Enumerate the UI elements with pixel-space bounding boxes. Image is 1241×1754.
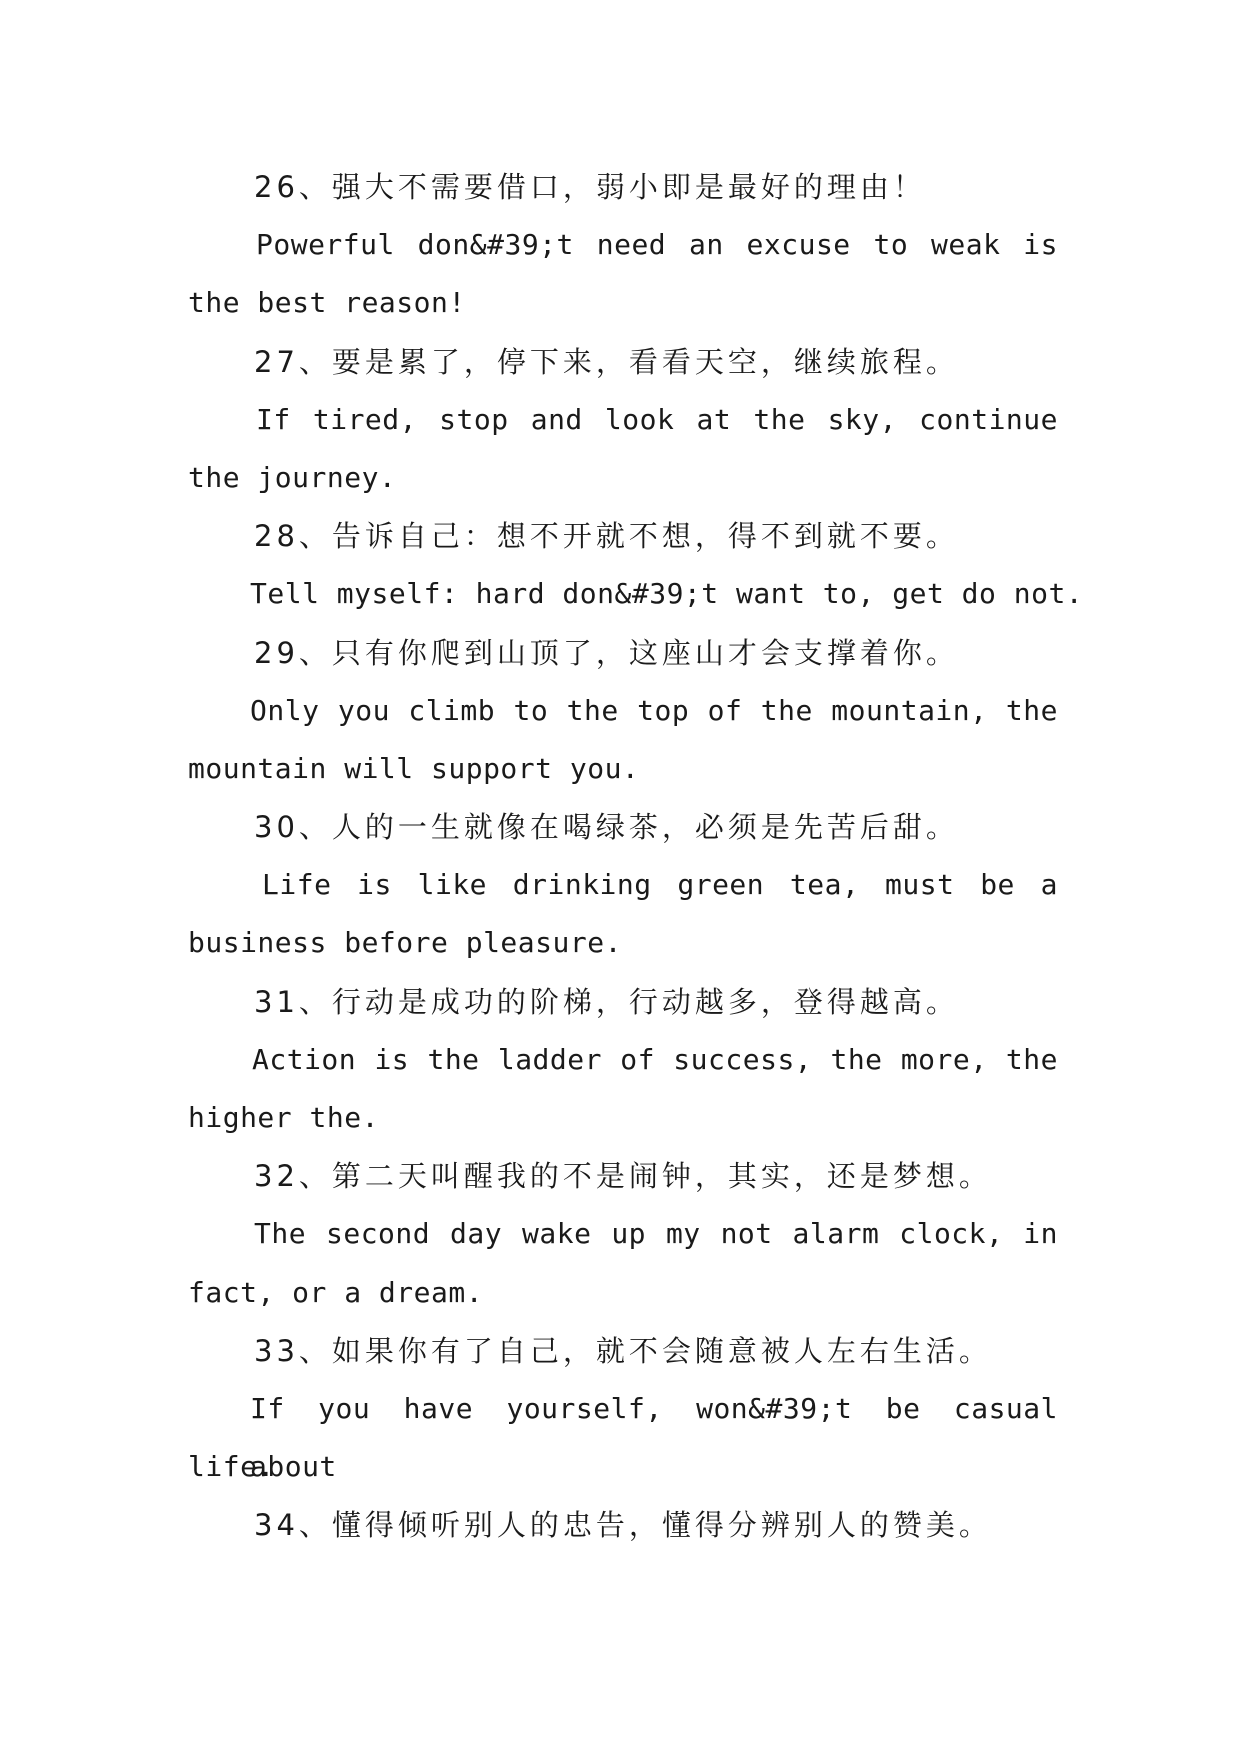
chinese-quote-29: 29、只有你爬到山顶了，这座山才会支撑着你。 bbox=[254, 635, 959, 670]
english-translation-31-line-1: Action is the ladder of success, the more, the bbox=[252, 1042, 1058, 1076]
english-translation-30-line-2: business before pleasure. bbox=[188, 926, 622, 960]
english-translation-32-line-1: The second day wake up my not alarm clock, in bbox=[254, 1217, 1058, 1251]
chinese-quote-33: 33、如果你有了自己，就不会随意被人左右生活。 bbox=[254, 1333, 992, 1368]
english-translation-26-line-1: Powerful don&#39;t need an excuse to weak is bbox=[256, 228, 1058, 262]
english-translation-33-line-1: If you have yourself, won&#39;t be casual about bbox=[250, 1391, 1058, 1484]
english-translation-32-line-2: fact, or a dream. bbox=[188, 1275, 484, 1309]
chinese-quote-27: 27、要是累了，停下来，看看天空，继续旅程。 bbox=[254, 344, 959, 379]
chinese-quote-28: 28、告诉自己：想不开就不想，得不到就不要。 bbox=[254, 519, 959, 554]
chinese-quote-32: 32、第二天叫醒我的不是闹钟，其实，还是梦想。 bbox=[254, 1159, 992, 1194]
english-translation-27-line-2: the journey. bbox=[188, 460, 397, 494]
english-translation-29-line-1: Only you climb to the top of the mountain, the bbox=[250, 693, 1058, 727]
chinese-quote-26: 26、强大不需要借口，弱小即是最好的理由！ bbox=[254, 170, 926, 204]
chinese-quote-30: 30、人的一生就像在喝绿茶，必须是先苦后甜。 bbox=[254, 810, 959, 845]
english-translation-31-line-2: higher the. bbox=[188, 1101, 379, 1134]
english-translation-27-line-1: If tired, stop and look at the sky, continue bbox=[256, 402, 1058, 436]
chinese-quote-31: 31、行动是成功的阶梯，行动越多，登得越高。 bbox=[254, 984, 959, 1019]
english-translation-29-line-2: mountain will support you. bbox=[188, 751, 640, 785]
document-body bbox=[188, 158, 1084, 1555]
english-translation-26-line-2: the best reason! bbox=[188, 286, 466, 320]
english-translation-28-line-1: Tell myself: hard don&#39;t want to, get do not. bbox=[250, 577, 1084, 611]
english-translation-30-line-1: Life is like drinking green tea, must be a bbox=[262, 868, 1058, 902]
english-translation-33-line-2: life. bbox=[188, 1450, 275, 1484]
chinese-quote-34: 34、懂得倾听别人的忠告，懂得分辨别人的赞美。 bbox=[254, 1508, 992, 1543]
